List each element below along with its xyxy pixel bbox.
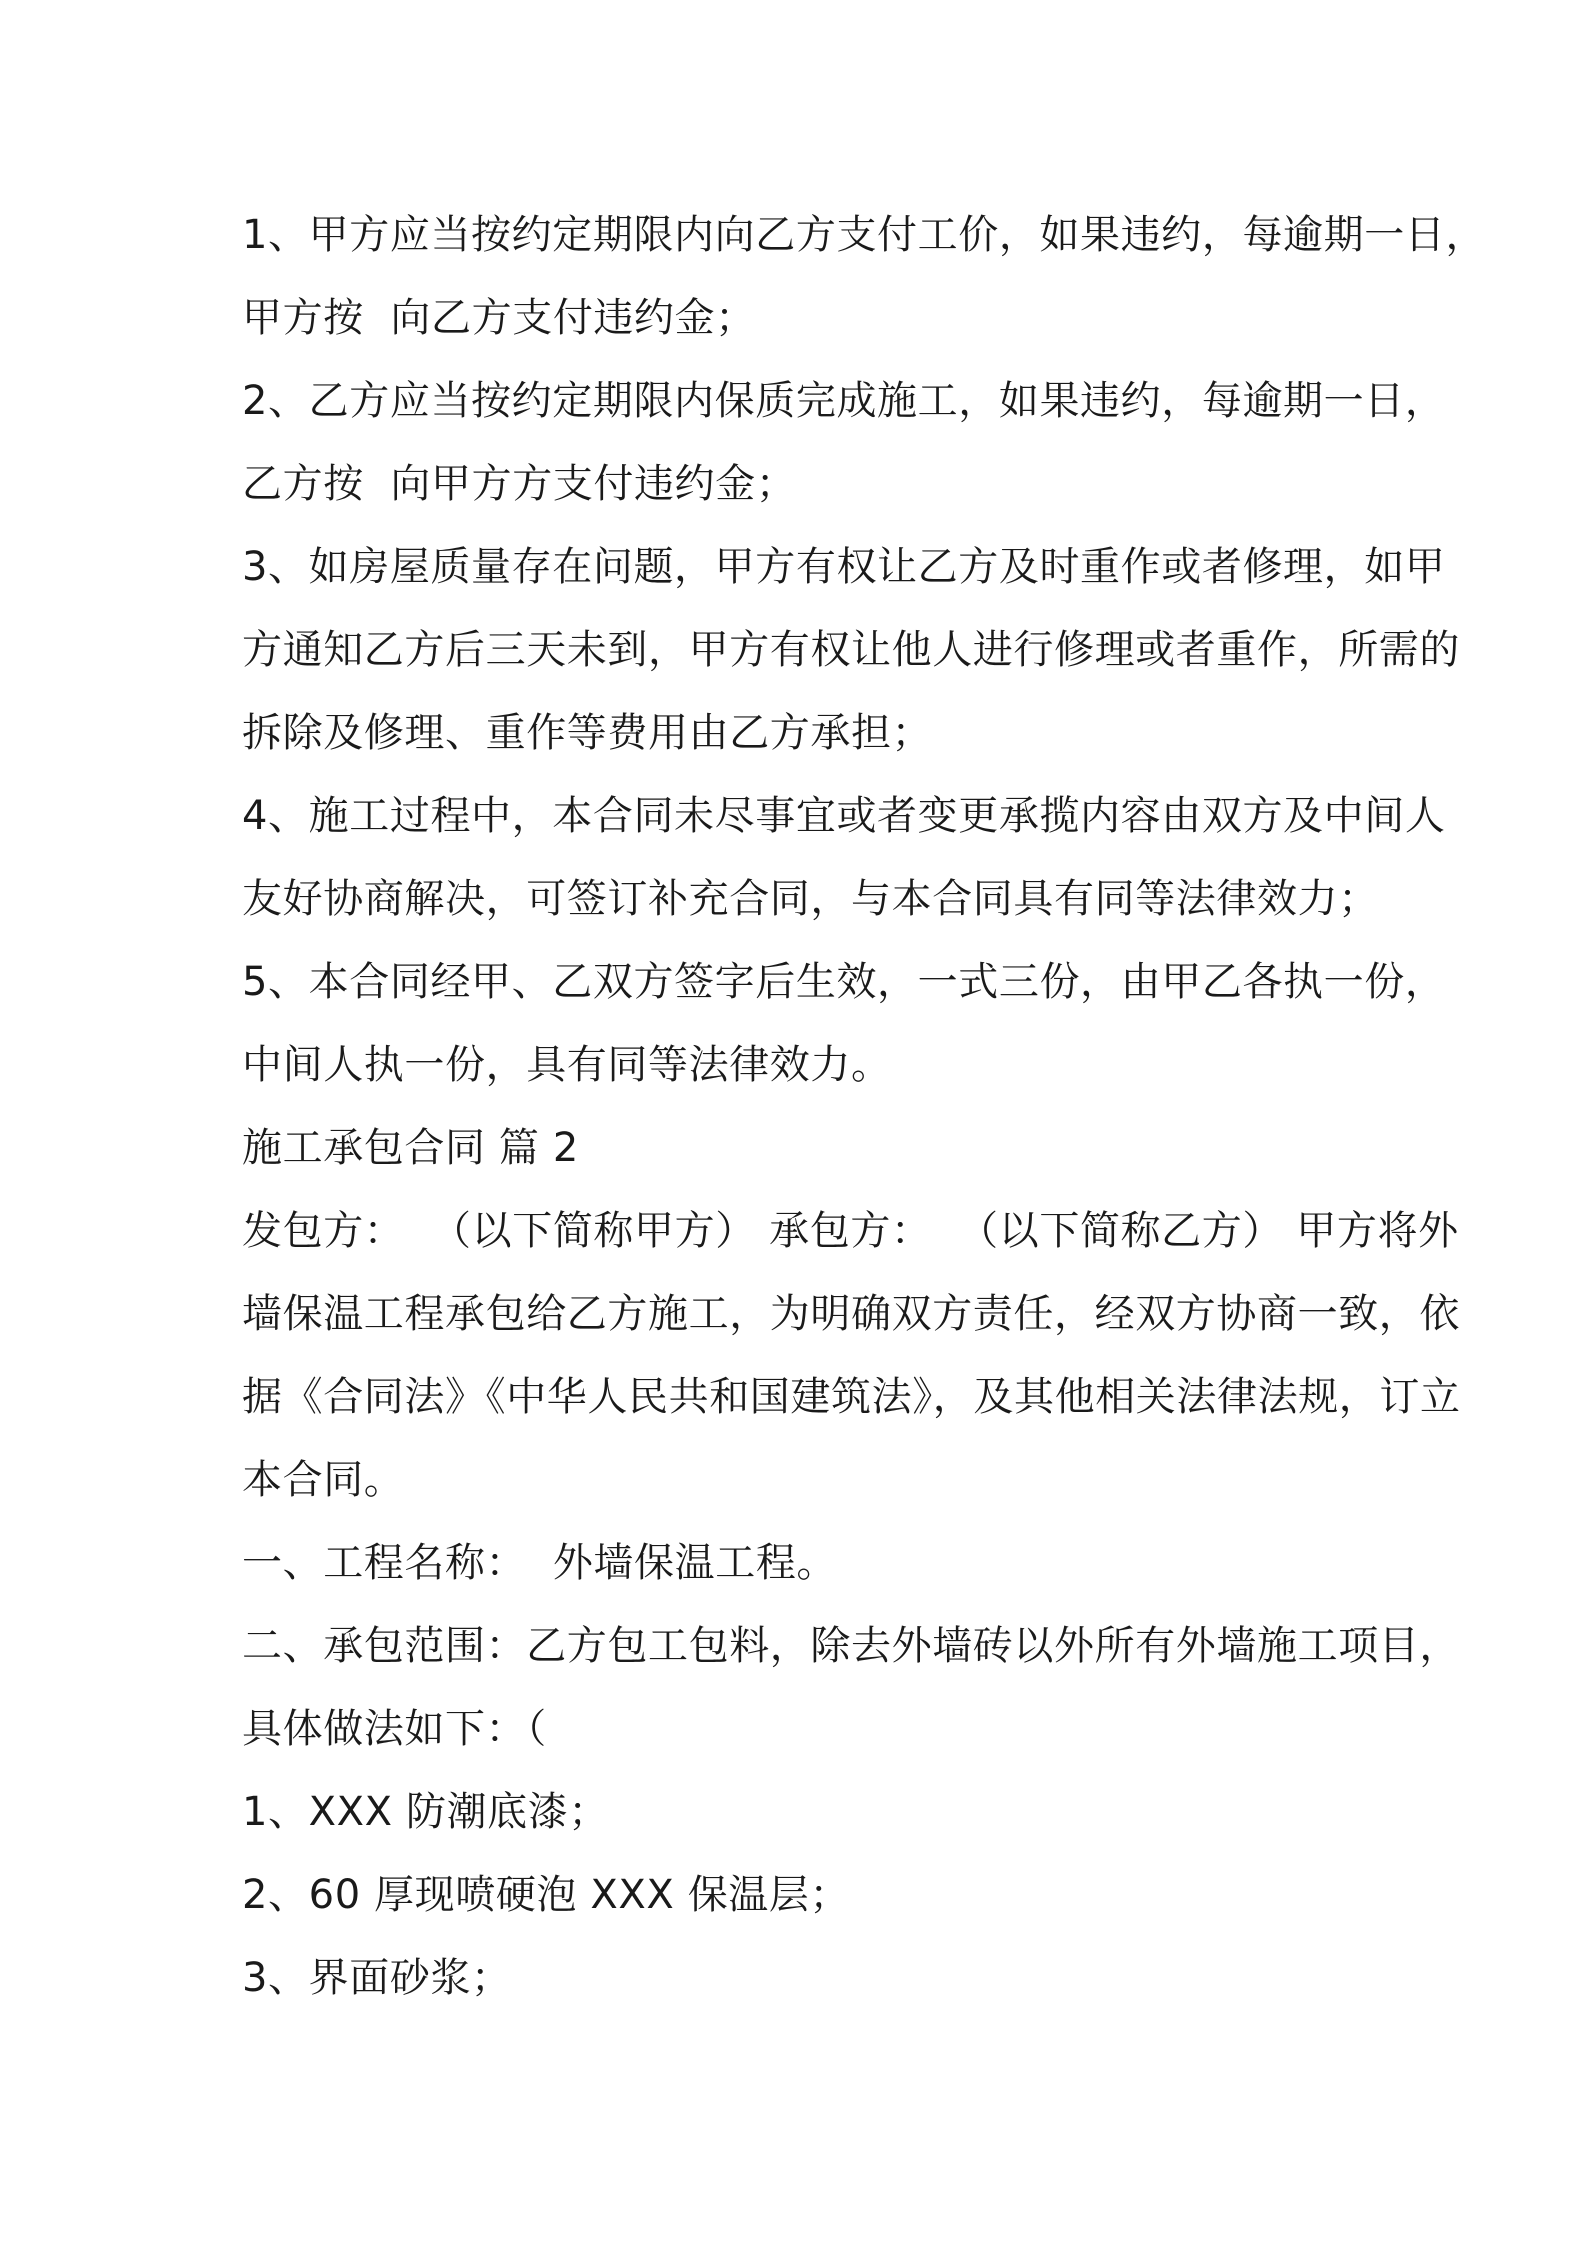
text-line: 发包方： （以下简称甲方） 承包方： （以下简称乙方） 甲方将外: [242, 1208, 1459, 1254]
text-line: 甲方按 向乙方支付违约金；: [242, 295, 756, 341]
text-line: 4、施工过程中，本合同未尽事宜或者变更承揽内容由双方及中间人: [242, 793, 1446, 839]
text-line: 1、甲方应当按约定期限内向乙方支付工价，如果违约，每逾期一日，: [242, 212, 1487, 258]
text-line: 乙方按 向甲方方支付违约金；: [242, 461, 797, 507]
document-body: [242, 194, 1487, 2020]
text-line: 中间人执一份，具有同等法律效力。: [242, 1042, 892, 1088]
text-line: 墙保温工程承包给乙方施工，为明确双方责任，经双方协商一致，依: [242, 1291, 1460, 1337]
text-line: 据《合同法》《中华人民共和国建筑法》，及其他相关法律法规，订立: [242, 1374, 1461, 1420]
text-line: 方通知乙方后三天未到，甲方有权让他人进行修理或者重作，所需的: [242, 627, 1460, 673]
text-line: 拆除及修理、重作等费用由乙方承担；: [242, 710, 933, 756]
text-line: 一、工程名称： 外墙保温工程。: [242, 1540, 838, 1586]
section-heading: 施工承包合同 篇 2: [242, 1125, 579, 1171]
text-line: 本合同。: [242, 1457, 405, 1503]
text-line: 友好协商解决，可签订补充合同，与本合同具有同等法律效力；: [242, 876, 1379, 922]
text-line: 5、本合同经甲、乙双方签字后生效，一式三份，由甲乙各执一份，: [242, 959, 1446, 1005]
text-line: 具体做法如下：（: [242, 1706, 547, 1752]
list-item: 3、界面砂浆；: [242, 1955, 512, 2001]
text-line: 二、承包范围：乙方包工包料，除去外墙砖以外所有外墙施工项目，: [242, 1623, 1460, 1669]
list-item: 1、XXX 防潮底漆；: [242, 1789, 609, 1835]
list-item: 2、60 厚现喷硬泡 XXX 保温层；: [242, 1872, 851, 1918]
text-line: 3、如房屋质量存在问题，甲方有权让乙方及时重作或者修理，如甲: [242, 544, 1446, 590]
text-line: 2、乙方应当按约定期限内保质完成施工，如果违约，每逾期一日，: [242, 378, 1446, 424]
